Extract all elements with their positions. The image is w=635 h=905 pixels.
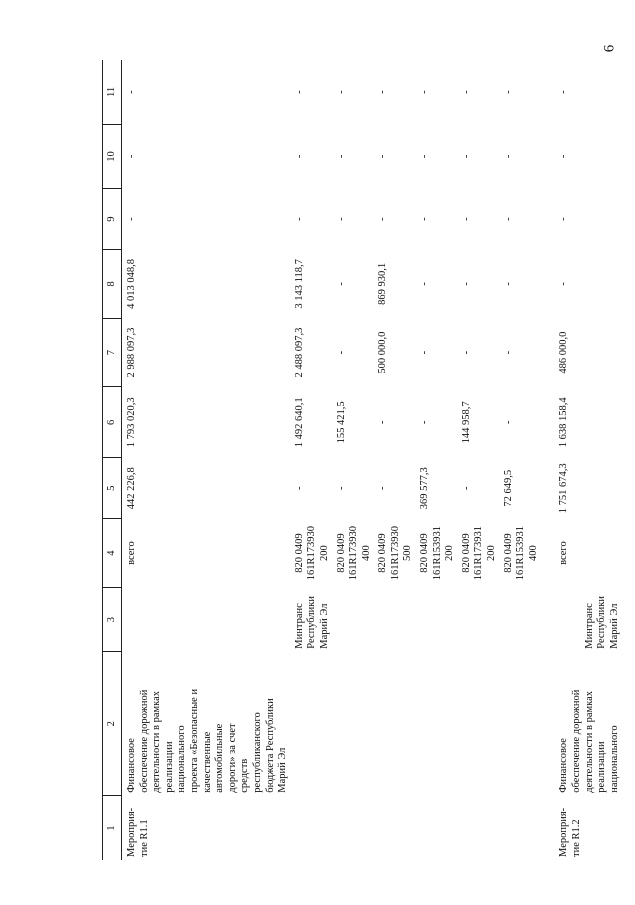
event-description-cell (459, 652, 501, 796)
event-description-cell (334, 652, 376, 796)
table-row (122, 60, 292, 860)
event-id-cell: Мероприя- тие R1.1 (126, 807, 150, 857)
value-cell: - (419, 90, 431, 94)
value-cell: - (293, 217, 305, 221)
value-cell: - (460, 154, 472, 159)
value-cell: 155 421,5 (335, 401, 347, 444)
header-cell: 7 (103, 318, 122, 387)
value-cell: - (335, 350, 347, 355)
value-cell: - (419, 420, 431, 425)
table-row (292, 60, 334, 860)
executor-cell (417, 587, 459, 651)
table-row (417, 60, 459, 860)
value-cell: - (502, 420, 514, 425)
value-cell: - (460, 90, 472, 94)
header-cell: 8 (103, 250, 122, 319)
event-description-cell: Финансовое обеспечение дорожной деятельности в рамках реализации национального (558, 689, 620, 793)
event-description-cell (375, 652, 417, 796)
value-cell: - (558, 282, 570, 286)
table-row (501, 60, 543, 860)
value-cell: - (460, 350, 472, 355)
budget-code-cell: 820 0409 161R153931 200 (419, 525, 456, 581)
budget-code-cell: 820 0409 161R173930 500 (377, 525, 414, 581)
table-row (459, 60, 501, 860)
header-cell: 10 (103, 124, 122, 188)
event-id-cell (334, 796, 376, 860)
value-cell: - (419, 350, 431, 355)
value-cell: - (377, 486, 389, 491)
value-cell: - (558, 90, 570, 94)
executor-cell (334, 587, 376, 651)
budget-code-cell: 820 0409 161R173931 200 (460, 525, 498, 581)
budget-code-cell: 820 0409 161R173930 200 (293, 525, 330, 581)
value-cell: - (377, 420, 389, 425)
value-cell: 2 988 097,3 (126, 327, 137, 378)
value-cell: - (502, 282, 514, 286)
funding-table (102, 60, 623, 860)
event-id-cell (501, 796, 543, 860)
header-cell: 9 (103, 189, 122, 250)
value-cell: - (377, 90, 389, 94)
value-cell: 869 930,1 (377, 262, 389, 305)
budget-code-cell: всего (126, 541, 137, 565)
executor-cell (501, 587, 543, 651)
value-cell: - (377, 217, 389, 221)
value-cell: - (293, 154, 305, 159)
executor-cell (122, 587, 292, 651)
value-cell: - (502, 350, 514, 355)
value-cell: - (293, 90, 305, 94)
value-cell: - (419, 282, 431, 286)
value-cell: 442 226,8 (126, 467, 137, 510)
value-cell: - (335, 154, 347, 159)
value-cell: - (460, 217, 472, 221)
value-cell: - (335, 90, 347, 94)
value-cell: 1 638 158,4 (558, 397, 570, 448)
event-description-cell (417, 652, 459, 796)
value-cell: 369 577,3 (419, 467, 431, 510)
event-description-cell: Финансовое обеспечение дорожной деятельности в рамках реализации национального проекта «Безопасные и качественные автомобильные дороги» за счет средств республиканского бюджета Республики Марий Эл (126, 688, 289, 793)
value-cell: - (335, 282, 347, 286)
budget-code-cell: 820 0409 161R173930 400 (335, 525, 372, 581)
value-cell: - (335, 486, 347, 491)
executor-cell (375, 587, 417, 651)
value-cell: 500 000,0 (377, 331, 389, 374)
event-description-cell (501, 652, 543, 796)
value-cell: 72 649,5 (502, 469, 514, 507)
executor-cell (459, 587, 501, 651)
value-cell: 4 013 048,8 (126, 258, 137, 309)
event-description-cell (292, 652, 334, 796)
value-cell: 3 143 118,7 (293, 259, 305, 309)
event-id-cell: Мероприя- тие R1.2 (558, 807, 582, 857)
value-cell: - (293, 486, 305, 491)
value-cell: 1 492 640,1 (293, 397, 305, 448)
header-cell: 4 (103, 519, 122, 588)
value-cell: - (460, 282, 472, 286)
table-row (542, 60, 623, 860)
value-cell: - (126, 217, 137, 221)
header-cell: 11 (103, 60, 122, 124)
header-cell: 3 (103, 587, 122, 651)
event-id-cell (292, 796, 334, 860)
value-cell: - (502, 154, 514, 159)
value-cell: - (126, 90, 137, 94)
value-cell: - (502, 217, 514, 221)
value-cell: - (419, 154, 431, 159)
value-cell: 1 751 674,3 (558, 463, 570, 514)
value-cell: 2 488 097,3 (293, 327, 305, 378)
value-cell: - (335, 217, 347, 221)
table-row (375, 60, 417, 860)
executor-cell: Минтранс Республики Марий Эл (583, 596, 620, 649)
event-id-cell (417, 796, 459, 860)
header-cell: 6 (103, 387, 122, 458)
value-cell: 486 000,0 (558, 331, 570, 374)
header-cell: 5 (103, 458, 122, 519)
header-row (103, 60, 122, 860)
value-cell: 1 793 020,3 (126, 397, 137, 448)
value-cell: 144 958,7 (460, 401, 472, 444)
executor-cell: Минтранс Республики Марий Эл (293, 596, 330, 649)
header-cell: 1 (103, 796, 122, 860)
value-cell: - (419, 217, 431, 221)
value-cell: - (558, 217, 570, 221)
value-cell: - (502, 90, 514, 94)
value-cell: - (460, 486, 472, 491)
value-cell: - (377, 154, 389, 159)
table-row (334, 60, 376, 860)
funding-table-container (102, 60, 622, 860)
value-cell: - (558, 154, 570, 159)
event-id-cell (375, 796, 417, 860)
value-cell: - (126, 154, 137, 159)
header-cell: 2 (103, 652, 122, 796)
budget-code-cell: всего (558, 541, 570, 565)
event-id-cell (459, 796, 501, 860)
page-number: 6 (601, 44, 618, 53)
budget-code-cell: 820 0409 161R153931 400 (502, 525, 539, 581)
